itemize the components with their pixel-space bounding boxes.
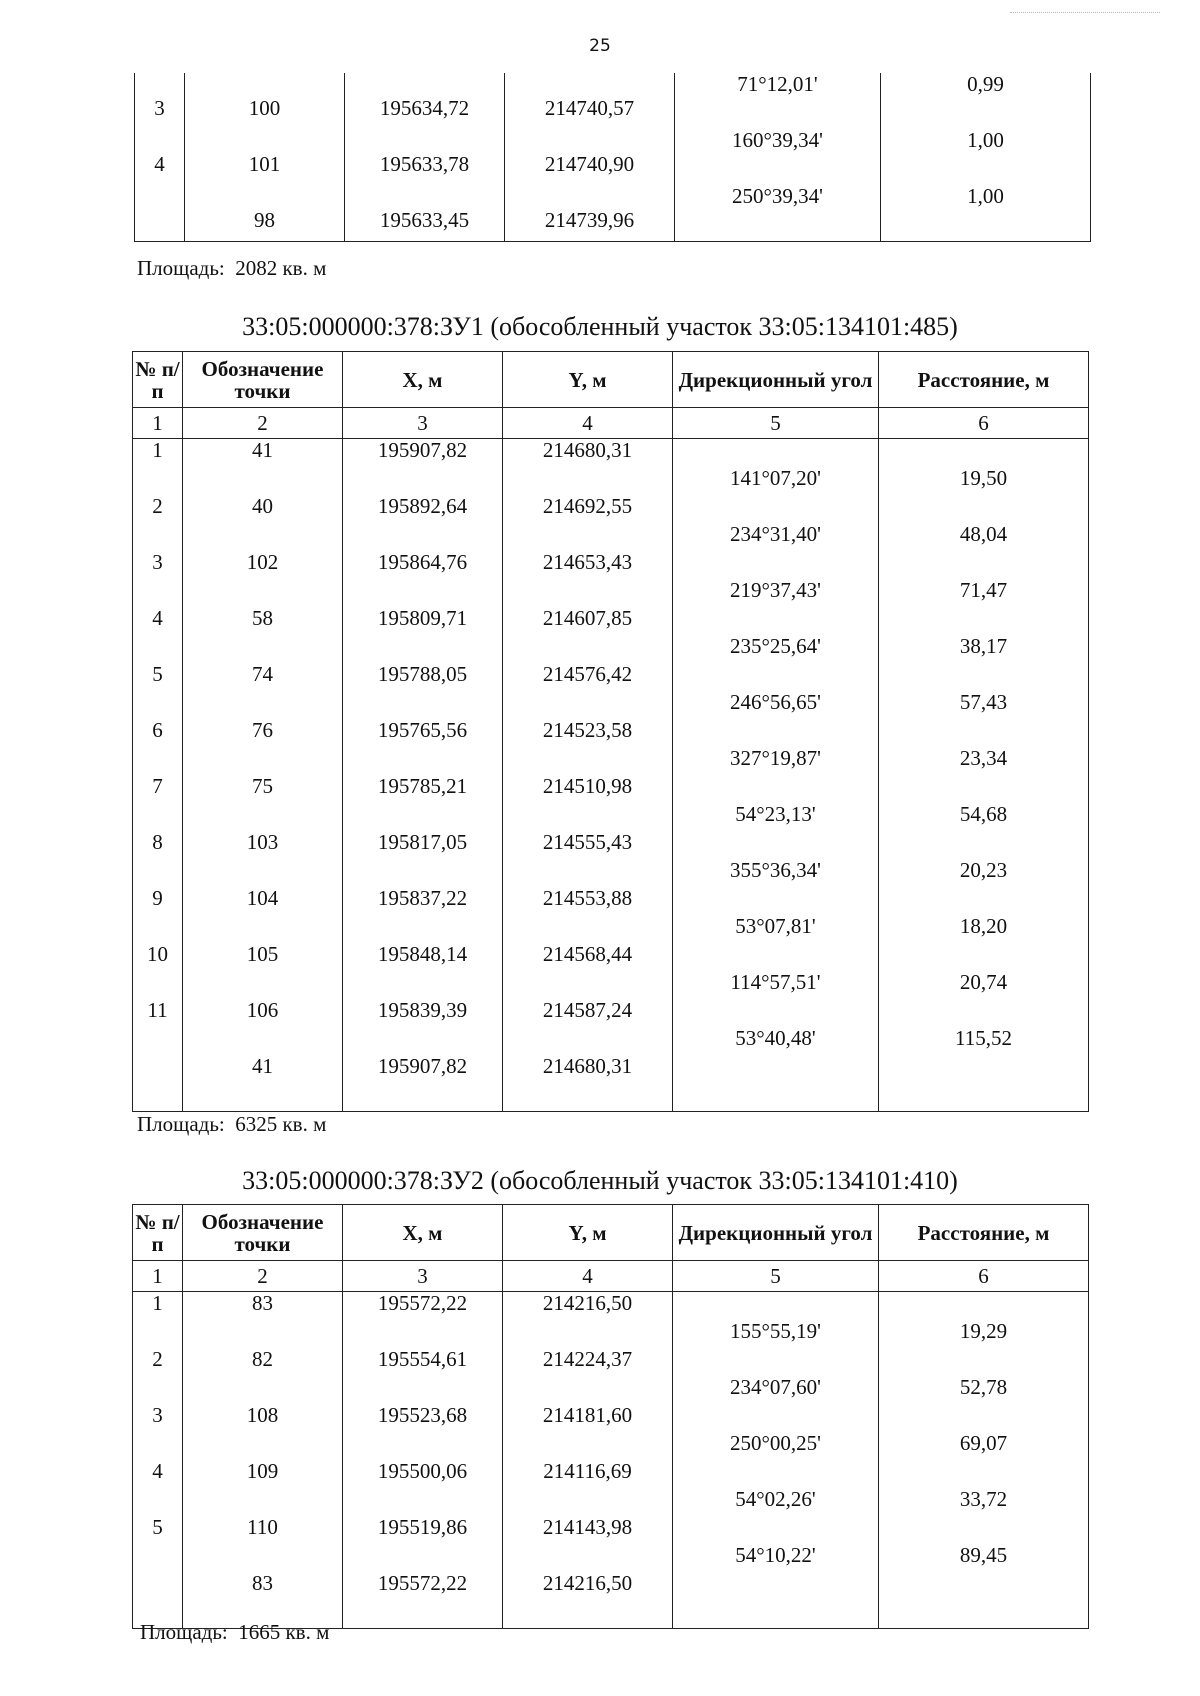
distance: 57,43 <box>959 690 1008 714</box>
distance: 38,17 <box>959 634 1008 658</box>
direction-angle: 141°07,20' <box>730 466 821 490</box>
column-number: 4 <box>503 408 673 439</box>
point-number: 10 <box>147 942 168 966</box>
point-number: 5 <box>152 662 163 686</box>
table-body <box>133 439 1089 1112</box>
distance: 23,34 <box>959 746 1008 770</box>
direction-angle: 219°37,43' <box>730 578 821 602</box>
point-label: 82 <box>252 1347 273 1371</box>
direction-angle: 114°57,51' <box>730 970 821 994</box>
point-label: 40 <box>252 494 273 518</box>
column-point-label <box>185 73 345 242</box>
col-header-x: X, м <box>343 352 503 408</box>
point-number <box>135 185 184 241</box>
y-coordinate: 214739,96 <box>544 208 635 232</box>
area-line-1 <box>137 256 326 281</box>
column-number: 4 <box>503 1261 673 1292</box>
y-coordinate: 214116,69 <box>543 1459 632 1483</box>
col-header-point: Обозначение точки <box>183 1205 343 1261</box>
scan-artifact <box>1010 12 1160 15</box>
x-coordinate: 195633,78 <box>379 152 470 176</box>
distance: 0,99 <box>967 72 1004 96</box>
point-number: 4 <box>152 1459 163 1483</box>
col-header-number: № п/п <box>133 352 183 408</box>
y-coordinate: 214653,43 <box>542 550 633 574</box>
y-coordinate: 214216,50 <box>542 1291 633 1315</box>
x-coordinate: 195523,68 <box>377 1403 468 1427</box>
point-number: 6 <box>152 718 163 742</box>
column-direction-angle <box>673 1292 879 1629</box>
y-coordinate: 214555,43 <box>542 830 633 854</box>
x-coordinate: 195572,22 <box>377 1571 468 1595</box>
x-coordinate: 195572,22 <box>377 1291 468 1315</box>
y-coordinate: 214576,42 <box>542 662 633 686</box>
col-header-point: Обозначение точки <box>183 352 343 408</box>
y-coordinate: 214181,60 <box>542 1403 633 1427</box>
area-value: 6325 кв. м <box>235 1112 327 1136</box>
coords-table <box>132 1204 1089 1629</box>
distance: 89,45 <box>959 1543 1008 1567</box>
point-label: 75 <box>252 774 273 798</box>
x-coordinate: 195848,14 <box>377 942 468 966</box>
direction-angle: 250°00,25' <box>730 1431 821 1455</box>
y-coordinate: 214553,88 <box>542 886 633 910</box>
point-number: 11 <box>147 998 168 1022</box>
x-coordinate: 195809,71 <box>377 606 468 630</box>
distance: 20,74 <box>959 970 1008 994</box>
column-number: 1 <box>133 408 183 439</box>
point-number: 3 <box>152 1403 163 1427</box>
distance: 69,07 <box>959 1431 1008 1455</box>
direction-angle: 355°36,34' <box>730 858 821 882</box>
x-coordinate: 195788,05 <box>377 662 468 686</box>
point-label: 110 <box>247 1515 278 1539</box>
y-coordinate: 214216,50 <box>542 1571 633 1595</box>
x-coordinate: 195907,82 <box>377 438 468 462</box>
distance: 1,00 <box>967 184 1004 208</box>
column-number: 2 <box>183 1261 343 1292</box>
column-distance <box>881 73 1091 242</box>
point-number: 8 <box>152 830 163 854</box>
column-y-coordinate <box>503 1292 673 1629</box>
col-header-distance: Расстояние, м <box>879 1205 1089 1261</box>
point-label: 105 <box>246 942 279 966</box>
point-number: 2 <box>152 494 163 518</box>
point-label: 58 <box>252 606 273 630</box>
x-coordinate: 195892,64 <box>377 494 468 518</box>
column-distance <box>879 439 1089 1112</box>
point-number: 7 <box>152 774 163 798</box>
header-row <box>133 352 1089 408</box>
x-coordinate: 195500,06 <box>377 1459 468 1483</box>
point-label: 104 <box>246 886 279 910</box>
area-label: Площадь: <box>140 1620 228 1644</box>
point-label: 102 <box>246 550 279 574</box>
table-body <box>133 1292 1089 1629</box>
col-header-x: X, м <box>343 1205 503 1261</box>
x-coordinate: 195864,76 <box>377 550 468 574</box>
point-number: 4 <box>152 606 163 630</box>
distance: 48,04 <box>959 522 1008 546</box>
point-number: 4 <box>154 152 165 176</box>
column-number: 3 <box>343 408 503 439</box>
y-coordinate: 214143,98 <box>542 1515 633 1539</box>
page-number: 25 <box>589 36 611 56</box>
column-point-number <box>133 1292 183 1629</box>
column-y-coordinate <box>505 73 675 242</box>
y-coordinate: 214224,37 <box>542 1347 633 1371</box>
point-label: 106 <box>246 998 279 1022</box>
point-number: 9 <box>152 886 163 910</box>
direction-angle: 246°56,65' <box>730 690 821 714</box>
y-coordinate: 214680,31 <box>542 1054 633 1078</box>
x-coordinate: 195519,86 <box>377 1515 468 1539</box>
direction-angle: 54°02,26' <box>735 1487 816 1511</box>
x-coordinate: 195837,22 <box>377 886 468 910</box>
point-label: 76 <box>252 718 273 742</box>
point-number: 5 <box>152 1515 163 1539</box>
direction-angle: 234°07,60' <box>730 1375 821 1399</box>
section-title-zu2: 33:05:000000:378:ЗУ2 (обособленный участок 33:05:134101:410) <box>242 1166 958 1195</box>
direction-angle: 53°40,48' <box>735 1026 816 1050</box>
column-number: 6 <box>879 1261 1089 1292</box>
point-number: 1 <box>152 1291 163 1315</box>
direction-angle: 155°55,19' <box>730 1319 821 1343</box>
direction-angle: 53°07,81' <box>735 914 816 938</box>
distance: 20,23 <box>959 858 1008 882</box>
column-point-label <box>183 1292 343 1629</box>
point-label: 108 <box>246 1403 279 1427</box>
area-value: 2082 кв. м <box>235 256 327 280</box>
column-number-row <box>133 408 1089 439</box>
column-y-coordinate <box>503 439 673 1112</box>
header-row <box>133 1205 1089 1261</box>
distance: 18,20 <box>959 914 1008 938</box>
column-x-coordinate <box>345 73 505 242</box>
y-coordinate: 214523,58 <box>542 718 633 742</box>
point-label: 100 <box>248 96 281 120</box>
x-coordinate: 195634,72 <box>379 96 470 120</box>
y-coordinate: 214568,44 <box>542 942 633 966</box>
distance: 19,29 <box>959 1319 1008 1343</box>
point-label: 41 <box>252 1054 273 1078</box>
column-point-number <box>135 73 185 242</box>
point-label: 83 <box>252 1571 273 1595</box>
distance: 54,68 <box>959 802 1008 826</box>
point-number: 1 <box>152 438 163 462</box>
y-coordinate: 214607,85 <box>542 606 633 630</box>
y-coordinate: 214692,55 <box>542 494 633 518</box>
area-label: Площадь: <box>137 1112 225 1136</box>
column-number: 5 <box>673 1261 879 1292</box>
point-label: 98 <box>254 208 275 232</box>
x-coordinate: 195839,39 <box>377 998 468 1022</box>
column-number: 1 <box>133 1261 183 1292</box>
distance: 115,52 <box>955 1026 1012 1050</box>
col-header-y: Y, м <box>503 352 673 408</box>
col-header-y: Y, м <box>503 1205 673 1261</box>
y-coordinate: 214740,57 <box>544 96 635 120</box>
direction-angle: 234°31,40' <box>730 522 821 546</box>
column-number: 2 <box>183 408 343 439</box>
point-number: 3 <box>152 550 163 574</box>
distance: 19,50 <box>959 466 1008 490</box>
column-number: 6 <box>879 408 1089 439</box>
area-value: 1665 кв. м <box>238 1620 330 1644</box>
direction-angle: 235°25,64' <box>730 634 821 658</box>
x-coordinate: 195765,56 <box>377 718 468 742</box>
section-title-zu1: 33:05:000000:378:ЗУ1 (обособленный участок 33:05:134101:485) <box>242 312 958 341</box>
point-number <box>133 1055 182 1111</box>
point-label: 83 <box>252 1291 273 1315</box>
column-number: 5 <box>673 408 879 439</box>
distance: 71,47 <box>959 578 1008 602</box>
coords-table <box>134 73 1091 242</box>
distance: 1,00 <box>967 128 1004 152</box>
area-line-2 <box>137 1112 326 1137</box>
x-coordinate: 195907,82 <box>377 1054 468 1078</box>
coords-table <box>132 351 1089 1112</box>
direction-angle: 54°10,22' <box>735 1543 816 1567</box>
x-coordinate: 195633,45 <box>379 208 470 232</box>
y-coordinate: 214740,90 <box>544 152 635 176</box>
column-number-row <box>133 1261 1089 1292</box>
column-distance <box>879 1292 1089 1629</box>
point-label: 101 <box>248 152 281 176</box>
column-direction-angle <box>673 439 879 1112</box>
direction-angle: 160°39,34' <box>732 128 823 152</box>
y-coordinate: 214510,98 <box>542 774 633 798</box>
point-label: 109 <box>246 1459 279 1483</box>
x-coordinate: 195785,21 <box>377 774 468 798</box>
column-number: 3 <box>343 1261 503 1292</box>
distance: 52,78 <box>959 1375 1008 1399</box>
x-coordinate: 195817,05 <box>377 830 468 854</box>
x-coordinate: 195554,61 <box>377 1347 468 1371</box>
distance: 33,72 <box>959 1487 1008 1511</box>
direction-angle: 71°12,01' <box>737 72 818 96</box>
column-point-label <box>183 439 343 1112</box>
col-header-angle: Дирекционный угол <box>673 1205 879 1261</box>
direction-angle: 54°23,13' <box>735 802 816 826</box>
col-header-angle: Дирекционный угол <box>673 352 879 408</box>
direction-angle: 327°19,87' <box>730 746 821 770</box>
table-body <box>135 73 1091 242</box>
area-label: Площадь: <box>137 256 225 280</box>
point-label: 74 <box>252 662 273 686</box>
column-direction-angle <box>675 73 881 242</box>
column-point-number <box>133 439 183 1112</box>
column-x-coordinate <box>343 439 503 1112</box>
direction-angle: 250°39,34' <box>732 184 823 208</box>
col-header-number: № п/п <box>133 1205 183 1261</box>
y-coordinate: 214680,31 <box>542 438 633 462</box>
y-coordinate: 214587,24 <box>542 998 633 1022</box>
point-label: 41 <box>252 438 273 462</box>
point-number: 3 <box>154 96 165 120</box>
column-x-coordinate <box>343 1292 503 1629</box>
area-line-3 <box>140 1620 329 1645</box>
point-number: 2 <box>152 1347 163 1371</box>
point-label: 103 <box>246 830 279 854</box>
col-header-distance: Расстояние, м <box>879 352 1089 408</box>
